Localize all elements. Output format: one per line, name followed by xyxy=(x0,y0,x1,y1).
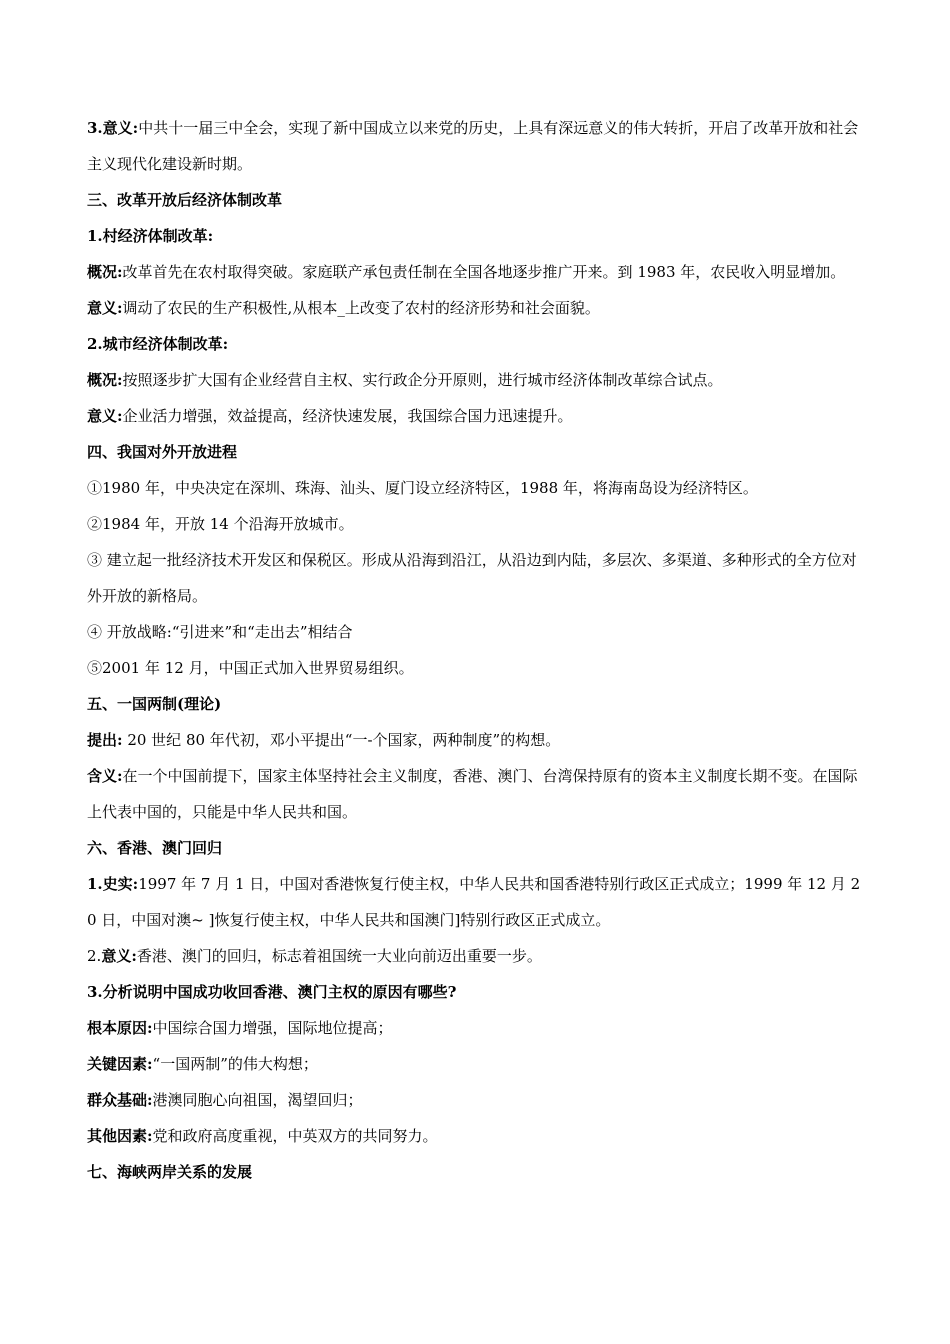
label-other-factors: 其他因素: xyxy=(87,1127,153,1145)
list-item-open-1: ①1980 年，中央决定在深圳、珠海、汕头、厦门设立经济特区，1988 年，将海南岛设为经济特区。 xyxy=(87,479,758,497)
heading-section-4: 四、我国对外开放进程 xyxy=(87,443,238,461)
text-rural-overview: 改革首先在农村取得突破。家庭联产承包责任制在全国各地逐步推广开来。到 1983 年，农民收入明显增加。 xyxy=(122,263,846,281)
text-root-cause: 中国综合国力增强，国际地位提高； xyxy=(152,1019,393,1037)
text-significance: 中共十一届三中全会，实现了新中国成立以来党的历史，上具有深远意义的伟大转折，开启了改革开放和社会主义现代化建设新时期。 xyxy=(87,119,859,173)
label-meaning: 意义: xyxy=(87,299,123,317)
paragraph-reform-significance xyxy=(87,110,867,182)
paragraph-rural-overview xyxy=(87,254,867,290)
label-root-cause: 根本原因: xyxy=(87,1019,153,1037)
text-rural-meaning: 调动了农民的生产积极性,从根本_上改变了农村的经济形势和社会面貌。 xyxy=(122,299,600,317)
heading-section-7: 七、海峡两岸关系的发展 xyxy=(87,1163,253,1181)
label-significance: 3.意义: xyxy=(87,119,139,137)
paragraph-propose xyxy=(87,722,867,758)
list-item-open-4: ④ 开放战略:“引进来”和“走出去”相结合 xyxy=(87,623,353,641)
subheading-urban-reform: 2.城市经济体制改革: xyxy=(87,335,229,353)
text-definition: 在一个中国前提下，国家主体坚持社会主义制度，香港、澳门、台湾保持原有的资本主义制度长期不变。在国际上代表中国的，只能是中华人民共和国。 xyxy=(87,767,858,821)
paragraph-urban-overview xyxy=(87,362,867,398)
label-key-factor: 关键因素: xyxy=(87,1055,153,1073)
label-overview: 概况: xyxy=(87,263,123,281)
heading-section-6: 六、香港、澳门回归 xyxy=(87,839,223,857)
label-definition: 含义: xyxy=(87,767,123,785)
label-significance: 意义: xyxy=(101,947,137,965)
text-key-factor: “一国两制”的伟大构想； xyxy=(152,1055,318,1073)
label-overview: 概况: xyxy=(87,371,123,389)
text-mass-basis: 港澳同胞心向祖国，渴望回归； xyxy=(152,1091,363,1109)
text-other-factors: 党和政府高度重视，中英双方的共同努力。 xyxy=(152,1127,438,1145)
label-mass-basis: 群众基础: xyxy=(87,1091,153,1109)
document-page xyxy=(87,110,867,1190)
text-propose: 20 世纪 80 年代初，邓小平提出“一-个国家，两种制度”的构想。 xyxy=(122,731,561,749)
paragraph-return-significance xyxy=(87,938,867,974)
paragraph-root-cause xyxy=(87,1010,867,1046)
paragraph-definition xyxy=(87,758,867,830)
paragraph-rural-meaning xyxy=(87,290,867,326)
list-item-open-5: ⑤2001 年 12 月，中国正式加入世界贸易组织。 xyxy=(87,659,414,677)
text-facts: 1997 年 7 月 1 日，中国对香港恢复行使主权，中华人民共和国香港特别行政区正式成立；1999 年 12 月 20 日，中国对澳~ ]恢复行使主权，中华人民共和国澳门]特别行政区正式成立。 xyxy=(87,875,861,929)
paragraph-key-factor xyxy=(87,1046,867,1082)
paragraph-other-factors xyxy=(87,1118,867,1154)
list-item-open-2: ②1984 年，开放 14 个沿海开放城市。 xyxy=(87,515,354,533)
subheading-rural-reform: 1.村经济体制改革: xyxy=(87,227,214,245)
text-urban-overview: 按照逐步扩大国有企业经营自主权、实行政企分开原则，进行城市经济体制改革综合试点。 xyxy=(122,371,723,389)
heading-section-3: 三、改革开放后经济体制改革 xyxy=(87,191,283,209)
label-meaning: 意义: xyxy=(87,407,123,425)
paragraph-urban-meaning xyxy=(87,398,867,434)
text-return-significance: 香港、澳门的回归，标志着祖国统一大业向前迈出重要一步。 xyxy=(136,947,542,965)
text-urban-meaning: 企业活力增强，效益提高，经济快速发展，我国综合国力迅速提升。 xyxy=(122,407,573,425)
paragraph-facts xyxy=(87,866,867,938)
prefix-number: 2. xyxy=(87,947,102,965)
label-facts: 1.史实: xyxy=(87,875,139,893)
heading-section-5: 五、一国两制(理论) xyxy=(87,695,222,713)
question-heading: 3.分析说明中国成功收回香港、澳门主权的原因有哪些? xyxy=(87,983,457,1001)
label-propose: 提出: xyxy=(87,731,123,749)
list-item-open-3: ③ 建立起一批经济技术开发区和保税区。形成从沿海到沿江，从沿边到内陆，多层次、多渠道、多种形式的全方位对外开放的新格局。 xyxy=(87,551,857,605)
paragraph-mass-basis xyxy=(87,1082,867,1118)
